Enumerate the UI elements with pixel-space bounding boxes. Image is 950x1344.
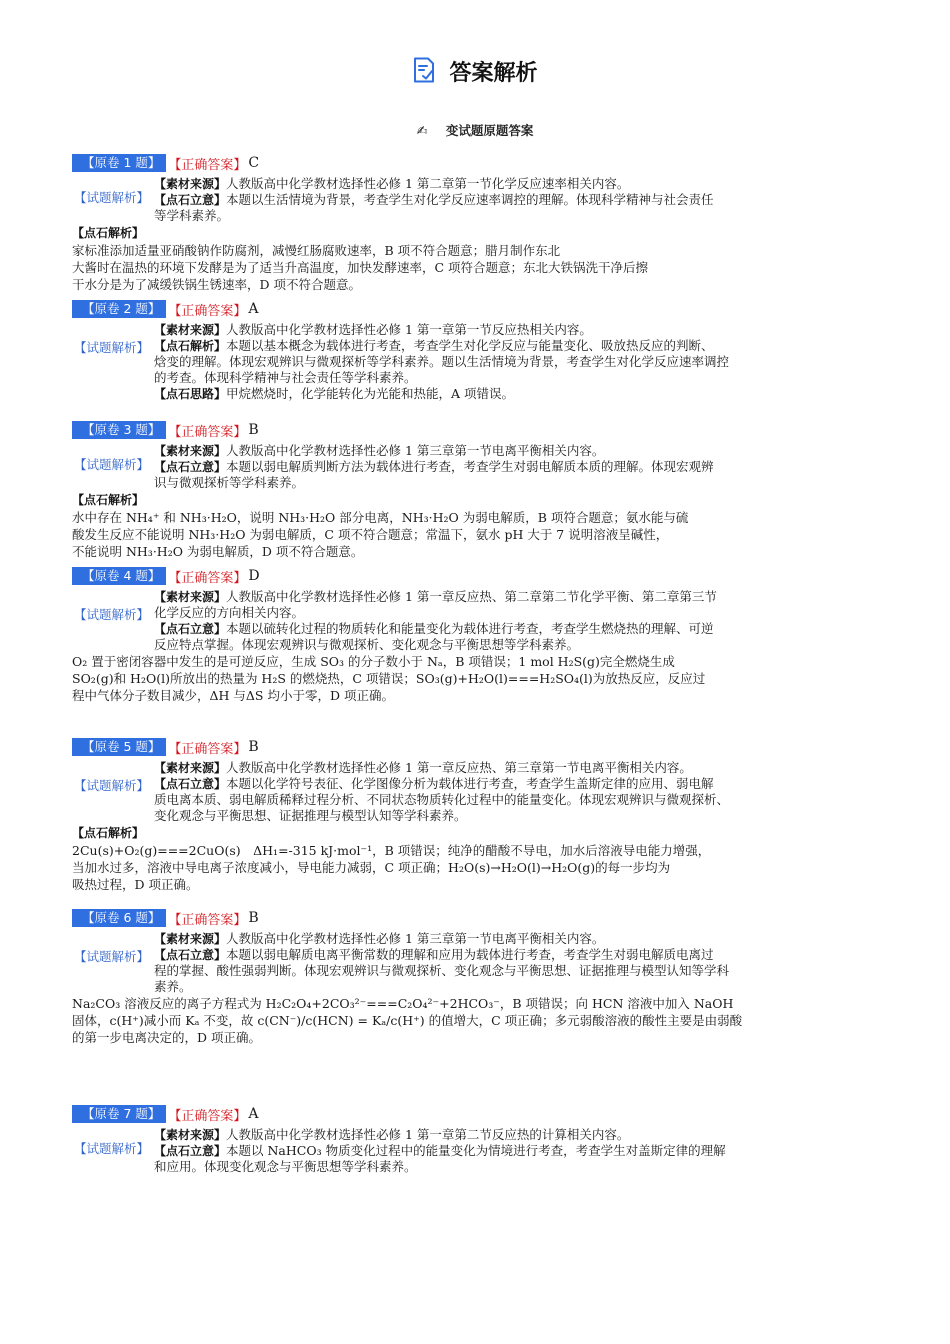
question-header: [72, 909, 832, 927]
explanation-line: [72, 687, 832, 704]
line-text: 的考查。体现科学精神与社会责任等学科素养。: [154, 370, 417, 385]
analysis-line: [154, 589, 832, 605]
analysis-line: [154, 386, 832, 402]
tag-label: 【点石立意】: [154, 622, 227, 636]
analysis-line: [154, 808, 832, 824]
line-text: 本题以基本概念为载体进行考查，考查学生对化学反应与能量变化、吸放热反应的判断、: [226, 338, 714, 353]
question-block: [72, 1105, 832, 1175]
line-text: 酸发生反应不能说明 NH₃·H₂O 为弱电解质，C 项不符合题意；常温下，氨水 pH 大于 7 说明溶液呈碱性，: [72, 527, 669, 542]
line-text: SO₂(g)和 H₂O(l)所放出的热量为 H₂S 的燃烧热，C 项错误；SO₃(g)+H₂O(l)===H₂SO₄(l)为放热反应，反应过: [72, 671, 706, 686]
line-text: 质电离本质、弱电解质稀释过程分析、不同状态物质转化过程中的能量变化。体现宏观辨识与微观探析、: [154, 792, 730, 807]
correct-answer-label: 【正确答案】: [168, 741, 247, 757]
line-text: 干水分是为了减缓铁锅生锈速率，D 项不符合题意。: [72, 277, 361, 292]
question-number-label: 【原卷 1 题】: [72, 154, 166, 172]
analysis-body: [72, 931, 832, 995]
question-header: [72, 421, 832, 439]
analysis-body: [72, 322, 832, 402]
tag-label: 【素材来源】: [154, 1128, 227, 1142]
analysis-lines: [72, 322, 832, 402]
page-title: 答案解析: [449, 61, 538, 86]
question-header: [72, 567, 832, 585]
correct-answer-label: 【正确答案】: [168, 570, 247, 586]
tag-label: 【点石立意】: [154, 1144, 227, 1158]
explanation-line: [72, 824, 832, 842]
analysis-line: [154, 792, 832, 808]
question-header: [72, 154, 832, 172]
line-text: 大酱时在温热的环境下发酵是为了适当升高温度，加快发酵速率，C 项符合题意；东北大铁锅洗干净后擦: [72, 260, 649, 275]
line-text: 等学科素养。: [154, 208, 230, 223]
analysis-line: [154, 354, 832, 370]
analysis-lines: [72, 1127, 832, 1175]
analysis-line: [154, 475, 832, 491]
line-text: 家标准添加适量亚硝酸钠作防腐剂，减慢红肠腐败速率，B 项不符合题意；腊月制作东北: [72, 243, 561, 258]
analysis-line: [154, 1159, 832, 1175]
explanation-text: [72, 824, 832, 893]
line-text: 2Cu(s)+O₂(g)===2CuO(s) ΔH₁=-315 kJ·mol⁻¹，B 项错误；纯净的醋酸不导电，加水后溶液导电能力增强，: [72, 843, 711, 858]
analysis-line: [154, 338, 832, 354]
tag-label: 【点石解析】: [72, 826, 145, 840]
section-subtitle: [0, 121, 950, 139]
question-block: [72, 567, 832, 704]
explanation-line: [72, 842, 832, 859]
question-number-label: 【原卷 6 题】: [72, 909, 166, 927]
analysis-body: [72, 760, 832, 824]
line-text: 甲烷燃烧时，化学能转化为光能和热能，A 项错误。: [226, 386, 515, 401]
line-text: 识与微观探析等学科素养。: [154, 475, 305, 490]
tag-label: 【点石立意】: [154, 193, 227, 207]
line-text: 人教版高中化学教材选择性必修 1 第二章第一节化学反应速率相关内容。: [226, 176, 630, 191]
explanation-line: [72, 1012, 832, 1029]
analysis-line: [154, 1127, 832, 1143]
explanation-line: [72, 876, 832, 893]
subtitle-text: 变试题原题答案: [445, 123, 534, 138]
correct-answer-label: 【正确答案】: [168, 303, 247, 319]
line-text: 程中气体分子数目减少，ΔH 与ΔS 均小于零，D 项正确。: [72, 688, 394, 703]
tag-label: 【素材来源】: [154, 444, 227, 458]
analysis-line: [154, 1143, 832, 1159]
line-text: Na₂CO₃ 溶液反应的离子方程式为 H₂C₂O₄+2CO₃²⁻===C₂O₄²⁻+2HCO₃⁻，B 项错误；向 HCN 溶液中加入 NaOH: [72, 996, 734, 1011]
correct-answer-value: B: [248, 910, 259, 926]
line-text: 和应用。体现变化观念与平衡思想等学科素养。: [154, 1159, 417, 1174]
question-number-label: 【原卷 5 题】: [72, 738, 166, 756]
explanation-line: [72, 543, 832, 560]
analysis-body: [72, 1127, 832, 1175]
analysis-label: 【试题解析】: [74, 949, 150, 964]
correct-answer-value: B: [248, 739, 259, 755]
line-text: 的第一步电离决定的，D 项正确。: [72, 1030, 261, 1045]
analysis-line: [154, 322, 832, 338]
question-number-label: 【原卷 3 题】: [72, 421, 166, 439]
line-text: 本题以硫转化过程的物质转化和能量变化为载体进行考查，考查学生燃烧热的理解、可逆: [226, 621, 714, 636]
question-number-label: 【原卷 4 题】: [72, 567, 166, 585]
line-text: 人教版高中化学教材选择性必修 1 第一章第一节反应热相关内容。: [226, 322, 592, 337]
line-text: 焓变的理解。体现宏观辨识与微观探析等学科素养。题以生活情境为背景，考查学生对化学反应速率调控: [154, 354, 730, 369]
analysis-line: [154, 208, 832, 224]
tag-label: 【点石立意】: [154, 777, 227, 791]
analysis-line: [154, 621, 832, 637]
analysis-line: [154, 443, 832, 459]
analysis-lines: [72, 589, 832, 653]
correct-answer-value: A: [248, 301, 259, 317]
line-text: 本题以化学符号表征、化学图像分析为载体进行考查，考查学生盖斯定律的应用、弱电解: [226, 776, 714, 791]
analysis-lines: [72, 931, 832, 995]
tag-label: 【点石解析】: [72, 226, 145, 240]
analysis-lines: [72, 760, 832, 824]
analysis-line: [154, 931, 832, 947]
analysis-line: [154, 459, 832, 475]
pen-icon: ✍: [416, 124, 428, 139]
line-text: 化学反应的方向相关内容。: [154, 605, 305, 620]
explanation-text: [72, 491, 832, 560]
tag-label: 【点石解析】: [154, 339, 227, 353]
explanation-line: [72, 224, 832, 242]
tag-label: 【素材来源】: [154, 761, 227, 775]
tag-label: 【点石思路】: [154, 387, 227, 401]
line-text: 程的掌握、酸性强弱判断。体现宏观辨识与微观探析、变化观念与平衡思想、证据推理与模型认知等学科: [154, 963, 730, 978]
analysis-label: 【试题解析】: [74, 778, 150, 793]
line-text: 吸热过程，D 项正确。: [72, 877, 199, 892]
explanation-line: [72, 276, 832, 293]
explanation-text: [72, 653, 832, 704]
line-text: 变化观念与平衡思想、证据推理与模型认知等学科素养。: [154, 808, 467, 823]
line-text: 不能说明 NH₃·H₂O 为弱电解质，D 项不符合题意。: [72, 544, 364, 559]
analysis-line: [154, 947, 832, 963]
tag-label: 【点石立意】: [154, 460, 227, 474]
correct-answer-label: 【正确答案】: [168, 424, 247, 440]
line-text: 当加水过多，溶液中导电离子浓度减小，导电能力减弱，C 项正确；H₂O(s)→H₂O(l)→H₂O(g)的每一步均为: [72, 860, 671, 875]
explanation-line: [72, 1029, 832, 1046]
analysis-line: [154, 605, 832, 621]
question-block: [72, 738, 832, 893]
line-text: 人教版高中化学教材选择性必修 1 第一章第二节反应热的计算相关内容。: [226, 1127, 630, 1142]
question-block: [72, 300, 832, 402]
line-text: 本题以生活情境为背景，考查学生对化学反应速率调控的理解。体现科学精神与社会责任: [226, 192, 714, 207]
explanation-line: [72, 995, 832, 1012]
correct-answer-value: B: [248, 422, 259, 438]
explanation-line: [72, 859, 832, 876]
explanation-text: [72, 224, 832, 293]
analysis-line: [154, 776, 832, 792]
line-text: 固体，c(H⁺)减小而 Kₐ 不变，故 c(CN⁻)/c(HCN) = Kₐ/c(H⁺) 的值增大，C 项正确；多元弱酸溶液的酸性主要是由弱酸: [72, 1013, 743, 1028]
analysis-line: [154, 192, 832, 208]
tag-label: 【素材来源】: [154, 323, 227, 337]
correct-answer-label: 【正确答案】: [168, 1108, 247, 1124]
analysis-line: [154, 176, 832, 192]
tag-label: 【素材来源】: [154, 932, 227, 946]
analysis-label: 【试题解析】: [74, 457, 150, 472]
line-text: 水中存在 NH₄⁺ 和 NH₃·H₂O，说明 NH₃·H₂O 部分电离，NH₃·H₂O 为弱电解质，B 项符合题意；氨水能与硫: [72, 510, 689, 525]
line-text: 反应特点掌握。体现宏观辨识与微观探析、变化观念与平衡思想等学科素养。: [154, 637, 580, 652]
correct-answer-label: 【正确答案】: [168, 912, 247, 928]
document-check-icon: [412, 57, 436, 87]
tag-label: 【点石解析】: [72, 493, 145, 507]
analysis-line: [154, 637, 832, 653]
line-text: O₂ 置于密闭容器中发生的是可逆反应，生成 SO₃ 的分子数小于 Nₐ，B 项错误；1 mol H₂S(g)完全燃烧生成: [72, 654, 675, 669]
tag-label: 【素材来源】: [154, 590, 227, 604]
line-text: 人教版高中化学教材选择性必修 1 第三章第一节电离平衡相关内容。: [226, 931, 605, 946]
analysis-body: [72, 176, 832, 224]
correct-answer-label: 【正确答案】: [168, 157, 247, 173]
analysis-lines: [72, 443, 832, 491]
analysis-label: 【试题解析】: [74, 1141, 150, 1156]
explanation-line: [72, 491, 832, 509]
explanation-text: [72, 995, 832, 1046]
explanation-line: [72, 509, 832, 526]
analysis-label: 【试题解析】: [74, 340, 150, 355]
analysis-body: [72, 589, 832, 653]
analysis-line: [154, 979, 832, 995]
line-text: 人教版高中化学教材选择性必修 1 第一章反应热、第二章第二节化学平衡、第二章第三节: [226, 589, 717, 604]
page-header: [0, 56, 950, 87]
tag-label: 【素材来源】: [154, 177, 227, 191]
analysis-label: 【试题解析】: [74, 190, 150, 205]
explanation-line: [72, 653, 832, 670]
question-header: [72, 1105, 832, 1123]
explanation-line: [72, 526, 832, 543]
line-text: 素养。: [154, 979, 192, 994]
question-number-label: 【原卷 7 题】: [72, 1105, 166, 1123]
line-text: 本题以弱电解质判断方法为载体进行考查，考查学生对弱电解质本质的理解。体现宏观辨: [226, 459, 714, 474]
question-block: [72, 154, 832, 293]
line-text: 人教版高中化学教材选择性必修 1 第一章反应热、第三章第一节电离平衡相关内容。: [226, 760, 692, 775]
analysis-label: 【试题解析】: [74, 607, 150, 622]
correct-answer-value: C: [248, 155, 260, 171]
analysis-lines: [72, 176, 832, 224]
explanation-line: [72, 242, 832, 259]
explanation-line: [72, 670, 832, 687]
line-text: 本题以 NaHCO₃ 物质变化过程中的能量变化为情境进行考查，考查学生对盖斯定律的理解: [226, 1143, 726, 1158]
question-number-label: 【原卷 2 题】: [72, 300, 166, 318]
analysis-line: [154, 760, 832, 776]
analysis-body: [72, 443, 832, 491]
analysis-line: [154, 370, 832, 386]
line-text: 本题以弱电解质电离平衡常数的理解和应用为载体进行考查，考查学生对弱电解质电离过: [226, 947, 714, 962]
question-header: [72, 300, 832, 318]
tag-label: 【点石立意】: [154, 948, 227, 962]
line-text: 人教版高中化学教材选择性必修 1 第三章第一节电离平衡相关内容。: [226, 443, 605, 458]
analysis-line: [154, 963, 832, 979]
question-block: [72, 909, 832, 1046]
correct-answer-value: D: [248, 568, 260, 584]
explanation-line: [72, 259, 832, 276]
correct-answer-value: A: [248, 1106, 259, 1122]
question-block: [72, 421, 832, 560]
question-header: [72, 738, 832, 756]
